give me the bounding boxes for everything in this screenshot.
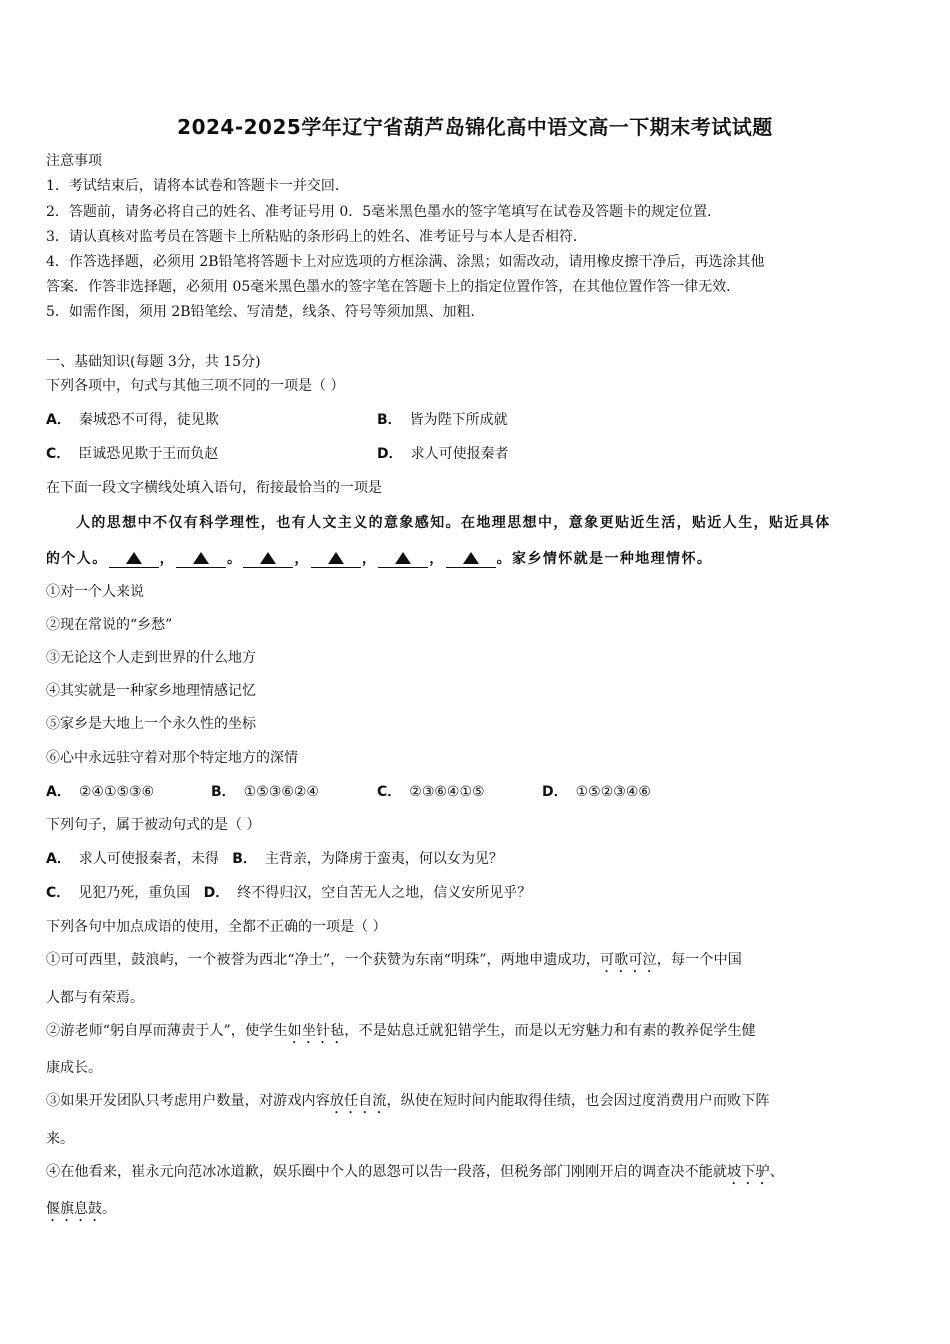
sentence-text: 、 [769, 1164, 784, 1180]
passage-text: 的个人。 [46, 551, 108, 567]
dotted-idiom: 如坐针毡 [287, 1023, 345, 1039]
q4-sentence-3 [46, 1092, 770, 1117]
option-letter: A． [46, 412, 71, 428]
option-letter: B． [232, 851, 257, 867]
notice-item: 1．考试结束后，请将本试卷和答题卡一并交回． [46, 178, 349, 194]
sentence-text: 。 [102, 1201, 116, 1217]
answer-blank [109, 551, 159, 568]
triangle-icon [260, 552, 276, 564]
q2-item: ④其实就是一种家乡地理情感记忆 [46, 683, 256, 699]
q1-option-d [377, 445, 509, 463]
sentence-text: ④在他看来，崔永元向范冰冰道歉，娱乐圈中个人的恩怨可以告一段落，但税务部门刚刚开启的调查决不能就 [46, 1164, 728, 1180]
notice-item: 5．如需作图，须用 2B铅笔绘、写清楚，线条、符号等须加黑、加粗． [46, 304, 485, 320]
q4-sentence-4-cont [46, 1200, 116, 1225]
sentence-text: ，纵使在短时间内能取得佳绩，也会因过度消费用户而败下阵 [386, 1093, 770, 1109]
option-letter: D． [377, 446, 403, 462]
option-letter: C． [377, 784, 402, 800]
sentence-text: ③如果开发团队只考虑用户数量，对游戏内容 [46, 1093, 330, 1109]
option-text: 终不得归汉，空自苦无人之地，信义安所见乎？ [237, 885, 532, 901]
sentence-text: ①可可西里，鼓浪屿，一个被誉为西北“净土”，一个获赞为东南“明珠”，两地申遗成功， [46, 952, 600, 968]
q2-option-d [542, 783, 651, 801]
q2-option-c [377, 783, 485, 801]
triangle-icon [328, 552, 344, 564]
q4-sentence-3-cont: 来。 [46, 1131, 74, 1147]
q2-option-b [211, 783, 319, 801]
page-title: 2024-2025学年辽宁省葫芦岛锦化高中语文高一下期末考试试题 [177, 115, 773, 139]
section-heading: 一、基础知识(每题 3分，共 15分) [46, 354, 261, 370]
option-text: ①⑤②③④⑥ [575, 784, 651, 800]
q1-option-a [46, 411, 219, 429]
notice-item: 答案．作答非选择题，必须用 05毫米黑色墨水的签字笔在答题卡上的指定位置作答，在其他位置作答一律无效． [46, 279, 741, 295]
option-text: 主背亲，为降虏于蛮夷，何以女为见？ [264, 851, 503, 867]
dotted-idiom: 可歌可泣 [599, 952, 657, 968]
q2-item: ①对一个人来说 [46, 584, 144, 600]
notice-item: 2．答题前，请务必将自己的姓名、准考证号用 0．5毫米黑色墨水的签字笔填写在试卷及答题卡的规定位置． [46, 204, 722, 220]
passage-text: 。家乡情怀就是一种地理情怀。 [496, 551, 713, 567]
option-letter: A． [46, 784, 71, 800]
option-letter: A． [46, 851, 71, 867]
option-letter: B． [211, 784, 236, 800]
option-letter: B． [377, 412, 402, 428]
answer-blank [311, 551, 361, 568]
option-text: ②④①⑤③⑥ [78, 784, 155, 800]
q4-sentence-2-cont: 康成长。 [46, 1060, 102, 1076]
q3-options-row-1 [46, 850, 503, 868]
q2-item: ⑥心中永远驻守着对那个特定地方的深情 [46, 750, 298, 766]
option-letter: D． [203, 885, 230, 901]
question-2-stem: 在下面一段文字横线处填入语句，衔接最恰当的一项是 [46, 480, 382, 496]
notice-item: 4．作答选择题，必须用 2B铅笔将答题卡上对应选项的方框涂满、涂黑；如需改动，请用橡皮擦干净后，再选涂其他 [46, 254, 765, 270]
answer-blank [176, 551, 226, 568]
triangle-icon [126, 552, 142, 564]
q1-option-c [46, 445, 218, 463]
q3-options-row-2 [46, 884, 531, 902]
dotted-idiom: 坡下驴 [727, 1164, 770, 1180]
option-text: 见犯乃死，重负国 [78, 885, 191, 901]
option-letter: D． [542, 784, 568, 800]
q4-sentence-4 [46, 1163, 784, 1188]
sentence-text: ②游老师“躬自厚而薄责于人”，使学生 [46, 1023, 288, 1039]
option-text: 求人可使报秦者，未得 [78, 851, 219, 867]
option-letter: C． [46, 446, 71, 462]
option-letter: C． [46, 885, 71, 901]
option-text: 秦城恐不可得，徒见欺 [78, 412, 219, 428]
q2-item: ⑤家乡是大地上一个永久性的坐标 [46, 716, 256, 732]
q2-item: ③无论这个人走到世界的什么地方 [46, 650, 256, 666]
notice-heading: 注意事项 [46, 153, 102, 169]
q4-sentence-1 [46, 951, 742, 976]
triangle-icon [193, 552, 209, 564]
answer-blank [243, 551, 293, 568]
q4-sentence-1-cont: 人都与有荣焉。 [46, 990, 144, 1006]
answer-blank [378, 551, 428, 568]
sentence-text: ，每一个中国 [656, 952, 742, 968]
question-4-stem: 下列各句中加点成语的使用，全都不正确的一项是（ ） [46, 919, 387, 935]
q1-option-b [377, 411, 508, 429]
option-text: 皆为陛下所成就 [409, 412, 508, 428]
q2-passage-line: 人的思想中不仅有科学理性，也有人文主义的意象感知。在地理思想中，意象更贴近生活，贴近人生，贴近具体 [76, 515, 831, 531]
q4-sentence-2 [46, 1022, 756, 1047]
option-text: ②③⑥④①⑤ [409, 784, 485, 800]
question-1-stem: 下列各项中，句式与其他三项不同的一项是（ ） [46, 378, 345, 394]
option-text: ①⑤③⑥②④ [243, 784, 319, 800]
dotted-idiom: 放任自流 [329, 1093, 387, 1109]
triangle-icon [463, 552, 479, 564]
notice-item: 3．请认真核对监考员在答题卡上所粘贴的条形码上的姓名、准考证号与本人是否相符． [46, 229, 587, 245]
triangle-icon [395, 552, 411, 564]
answer-blank [446, 551, 496, 568]
q2-passage-line: 的个人。 ， 。 ， ， ， 。家乡情怀就是一种地理情怀。 [46, 551, 713, 567]
q2-option-a [46, 783, 154, 801]
option-text: 求人可使报秦者 [410, 446, 509, 462]
dotted-idiom: 偃旗息鼓 [46, 1201, 102, 1217]
q2-item: ②现在常说的“乡愁” [46, 617, 173, 633]
option-text: 臣诚恐见欺于王而负赵 [78, 446, 219, 462]
question-3-stem: 下列句子，属于被动句式的是（ ） [46, 817, 261, 833]
sentence-text: ，不是姑息迁就犯错学生，而是以无穷魅力和有素的教养促学生健 [344, 1023, 756, 1039]
